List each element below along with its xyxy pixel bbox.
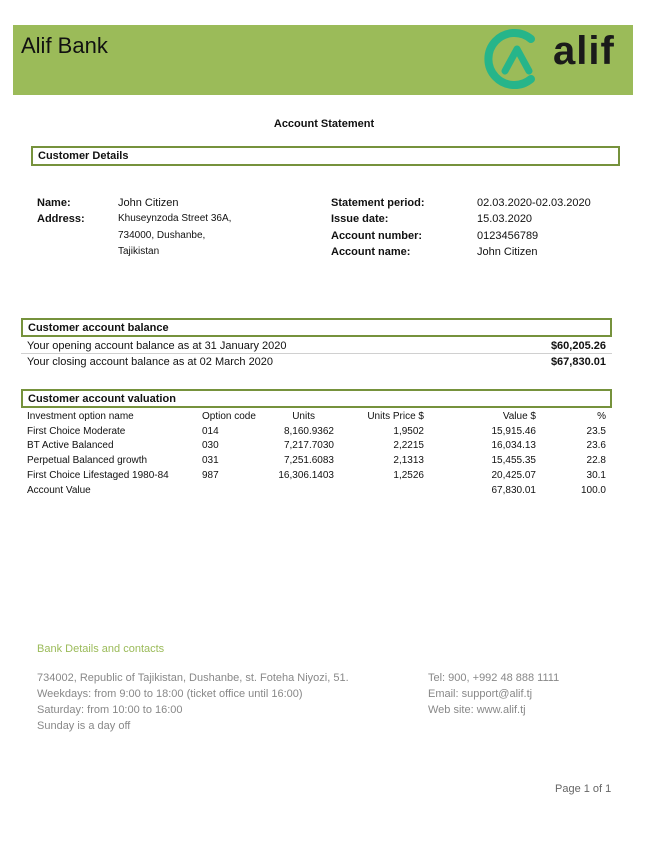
cell-option-code: 014 [202,426,219,437]
account-value-label: Account Value [27,485,91,496]
column-header: Units [292,411,315,422]
column-header: Investment option name [27,411,134,422]
footer-title: Bank Details and contacts [37,643,165,655]
address-label: Address: [37,213,85,225]
opening-balance-value: $60,205.26 [550,340,606,352]
footer-tel: Tel: 900, +992 48 888 1111 [428,672,560,684]
cell-unit-price: 2,1313 [393,455,424,466]
cell-percent: 23.5 [586,426,606,437]
footer-email: Email: support@alif.tj [428,688,533,700]
account-number-label: Account number: [331,230,423,242]
bank-name: Alif Bank [21,33,108,58]
alif-logo-icon [481,27,551,91]
cell-units: 8,160.9362 [283,426,334,437]
cell-units: 7,217.7030 [283,440,334,451]
cell-value: 15,915.46 [491,426,536,437]
cell-option-name: BT Active Balanced [27,440,114,451]
cell-unit-price: 1,9502 [393,426,424,437]
issue-date-label: Issue date: [331,213,389,225]
alif-logo [481,27,627,91]
account-name-value: John Citizen [477,246,538,258]
account-balance-heading: Customer account balance [21,318,612,337]
page-title: Account Statement [273,118,375,130]
cell-value: 15,455.35 [491,455,536,466]
cell-option-code: 031 [202,455,219,466]
cell-unit-price: 1,2526 [393,470,424,481]
account-number-value: 0123456789 [477,230,539,242]
cell-option-code: 987 [202,470,219,481]
name-value: John Citizen [118,197,179,209]
footer-website: Web site: www.alif.tj [428,704,526,716]
footer-sunday: Sunday is a day off [37,720,131,732]
cell-option-name: First Choice Moderate [27,426,126,437]
period-label: Statement period: [331,197,425,209]
opening-balance-label: Your opening account balance as at 31 January 2020 [27,340,287,352]
account-value-total: 67,830.01 [491,485,536,496]
account-name-label: Account name: [331,246,411,258]
cell-unit-price: 2,2215 [393,440,424,451]
logo-wordmark: alif [553,29,615,73]
account-valuation-heading: Customer account valuation [21,389,612,408]
cell-option-code: 030 [202,440,219,451]
address-line: Khuseynzoda Street 36A, [118,213,232,224]
cell-units: 7,251.6083 [283,455,334,466]
period-value: 02.03.2020-02.03.2020 [477,197,591,209]
column-header: % [597,411,606,422]
column-header: Option code [202,411,256,422]
closing-balance-label: Your closing account balance as at 02 March 2020 [27,356,274,368]
customer-details-heading: Customer Details [31,146,620,166]
cell-percent: 30.1 [586,470,606,481]
header-banner [13,25,633,95]
footer-weekdays: Weekdays: from 9:00 to 18:00 (ticket office until 16:00) [37,688,303,700]
cell-value: 20,425.07 [491,470,536,481]
cell-percent: 23.6 [586,440,606,451]
account-value-percent: 100.0 [580,485,606,496]
cell-percent: 22.8 [586,455,606,466]
cell-option-name: Perpetual Balanced growth [27,455,148,466]
cell-value: 16,034.13 [491,440,536,451]
column-header: Value $ [502,411,536,422]
name-label: Name: [37,197,71,209]
issue-date-value: 15.03.2020 [477,213,533,225]
address-line: Tajikistan [118,246,160,257]
divider [21,353,612,354]
footer-saturday: Saturday: from 10:00 to 16:00 [37,704,183,716]
address-line: 734000, Dushanbe, [118,230,206,241]
column-header: Units Price $ [367,411,424,422]
closing-balance-value: $67,830.01 [550,356,606,368]
footer-address: 734002, Republic of Tajikistan, Dushanbe, st. Foteha Niyozi, 51. [37,672,349,684]
cell-units: 16,306.1403 [278,470,334,481]
cell-option-name: First Choice Lifestaged 1980-84 [27,470,169,481]
page-number: Page 1 of 1 [555,783,612,795]
